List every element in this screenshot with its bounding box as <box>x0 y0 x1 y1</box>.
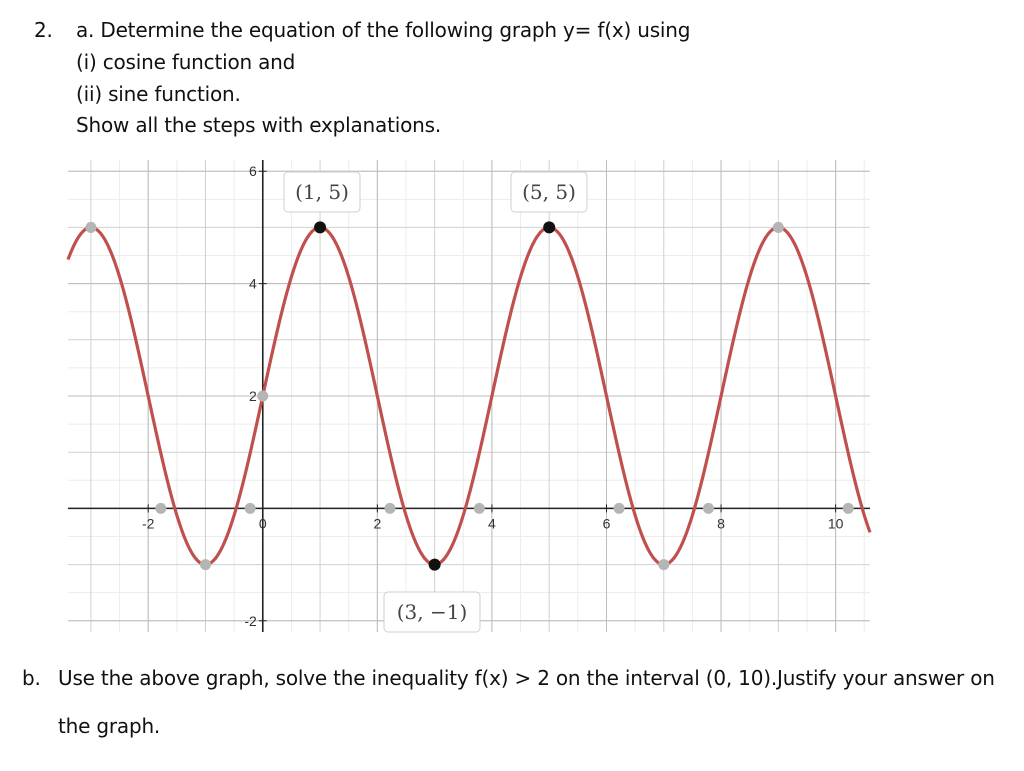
gray-point <box>257 391 268 402</box>
question-part-b: Use the above graph, solve the inequality f(x) > 2 on the interval (0, 10).Justify your answer on <box>58 666 995 690</box>
gray-point <box>85 222 96 233</box>
y-tick-label: 4 <box>248 275 257 292</box>
y-tick-label: 2 <box>248 388 257 404</box>
point-label <box>384 592 480 632</box>
x-tick-label: 2 <box>373 515 382 532</box>
gray-point <box>658 559 669 570</box>
question-number: 2. <box>34 18 53 42</box>
x-tick-label: 8 <box>717 515 725 532</box>
x-tick-label: -2 <box>141 515 155 532</box>
question-part-a: a. Determine the equation of the following graph y= f(x) using <box>76 18 691 42</box>
data-point <box>314 221 326 233</box>
point-label-text: (3, −1) <box>396 600 468 624</box>
gray-point <box>245 503 256 514</box>
question-part-b-label: b. <box>22 666 41 690</box>
point-label-text: (5, 5) <box>522 180 576 204</box>
question-part-b-continued: the graph. <box>58 714 161 738</box>
x-tick-label: 0 <box>258 515 267 532</box>
y-tick-label: -2 <box>244 612 257 629</box>
gray-point <box>843 503 854 514</box>
point-label <box>511 172 587 212</box>
gray-point <box>773 222 784 233</box>
data-point <box>543 221 555 233</box>
gray-point <box>155 503 166 514</box>
point-label-text: (1, 5) <box>295 180 349 204</box>
x-tick-label: 4 <box>488 515 496 532</box>
question-part-a-ii: (ii) sine function. <box>76 82 241 106</box>
gray-point <box>200 559 211 570</box>
gray-point <box>384 503 395 514</box>
data-point <box>429 559 441 571</box>
x-tick-label: 6 <box>602 515 611 532</box>
gray-point <box>474 503 485 514</box>
gray-point <box>703 503 714 514</box>
x-tick-label: 10 <box>827 515 844 532</box>
point-label <box>284 172 360 212</box>
gray-point <box>614 503 625 514</box>
question-part-a-instruction: Show all the steps with explanations. <box>76 113 441 137</box>
y-tick-label: 6 <box>248 163 257 180</box>
question-part-a-i: (i) cosine function and <box>76 50 296 74</box>
